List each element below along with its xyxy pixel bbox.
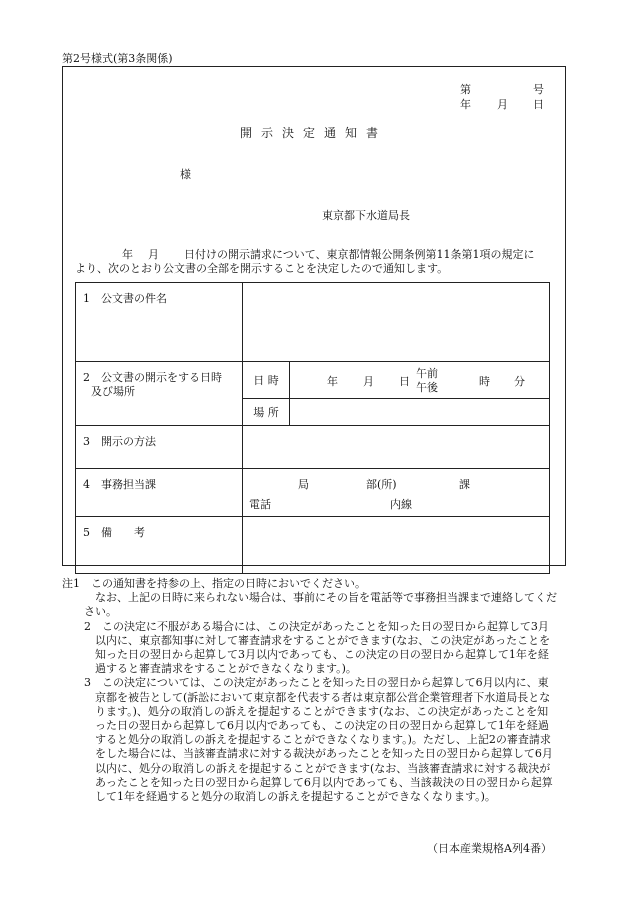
extension-label: 内線 bbox=[390, 498, 412, 511]
number-prefix: 第 bbox=[460, 83, 471, 96]
row1-value bbox=[243, 283, 550, 362]
row3-value bbox=[243, 426, 550, 469]
section-label: 課 bbox=[459, 478, 470, 491]
row-document-name bbox=[76, 283, 550, 362]
row4-label: 4 事務担当課 bbox=[76, 469, 243, 517]
place-label: 場 所 bbox=[243, 399, 290, 426]
number-suffix: 号 bbox=[533, 83, 544, 96]
note-1: 注1 この通知書を持参の上、指定の日時においでください。 bbox=[62, 577, 366, 590]
bureau-label: 局 bbox=[298, 478, 309, 491]
intro-year: 年 bbox=[122, 248, 133, 261]
datetime-value bbox=[290, 362, 550, 399]
date-day: 日 bbox=[533, 98, 544, 111]
date-year: 年 bbox=[460, 98, 471, 111]
row-office bbox=[76, 469, 550, 517]
dt-pm: 午後 bbox=[416, 381, 438, 394]
dt-hour: 時 bbox=[479, 375, 490, 388]
row2-label bbox=[76, 362, 243, 426]
row-method bbox=[76, 426, 550, 469]
addressee-suffix: 様 bbox=[180, 168, 191, 181]
date-month: 月 bbox=[497, 98, 508, 111]
row-remarks bbox=[76, 517, 550, 574]
dt-month: 月 bbox=[363, 375, 374, 388]
disclosure-table bbox=[75, 282, 550, 574]
dt-year: 年 bbox=[327, 375, 338, 388]
row5-value bbox=[243, 517, 550, 574]
dt-minute: 分 bbox=[514, 375, 525, 388]
row2-label-line2: 及び場所 bbox=[91, 385, 135, 398]
note-2: 2 この決定に不服がある場合には、この決定があったことを知った日の翌日から起算して3月以内に、東京都知事に対して審査請求をすることができます(なお、この決定があったことを知った日の翌日から起算して3月以内であっても、この決定の日の翌日から起算して1年を経過すると審査請求をすることができなくなります。)。 bbox=[84, 619, 551, 676]
intro-month: 月 bbox=[148, 248, 159, 261]
datetime-label: 日 時 bbox=[243, 362, 290, 399]
row-datetime bbox=[76, 362, 550, 399]
row2-label-line1: 2 公文書の開示をする日時 bbox=[83, 371, 222, 384]
issuer: 東京都下水道局長 bbox=[322, 209, 410, 222]
place-value bbox=[290, 399, 550, 426]
document-title: 開示決定通知書 bbox=[240, 126, 388, 140]
dt-am: 午前 bbox=[416, 367, 438, 380]
row4-value bbox=[243, 469, 550, 517]
intro-line1: 日付けの開示請求について、東京都情報公開条例第11条第1項の規定に bbox=[184, 248, 535, 261]
row1-label: 1 公文書の件名 bbox=[76, 283, 243, 362]
row3-label: 3 開示の方法 bbox=[76, 426, 243, 469]
notes bbox=[62, 577, 557, 804]
dt-day: 日 bbox=[399, 375, 410, 388]
form-label: 第2号様式(第3条関係) bbox=[62, 52, 173, 65]
note-3: 3 この決定については、この決定があったことを知った日の翌日から起算して6月以内に、東京都を被告として(訴訟において東京都を代表する者は東京都公営企業管理者下水道局長となります。)、処分の取消しの訴えを提起することができます(なお、この決定があったことを知った日の翌日から起算して6月以内であっても、この決定の日の翌日から起算して1年を経過すると処分の取消しの訴えを提起することができなくなります。)。ただし、上記2の審査請求をした場合には、当該審査請求に対する裁決があったことを知った日の翌日から起算して6月以内に、処分の取消しの訴えを提起することができます(なお、当該審査請求に対する裁決があったことを知った日の翌日から起算して6月以内であっても、当該裁決の日の翌日から起算して1年を経過すると処分の取消しの訴えを提起することができなくなります。)。 bbox=[84, 676, 553, 804]
intro-line2: より、次のとおり公文書の全部を開示することを決定したので通知します。 bbox=[75, 262, 449, 275]
note-1-continued: なお、上記の日時に来られない場合は、事前にその旨を電話等で事務担当課まで連絡してください。 bbox=[84, 591, 557, 619]
department-label: 部(所) bbox=[366, 478, 397, 491]
footer-standard: （日本産業規格A列4番） bbox=[427, 842, 552, 855]
phone-label: 電話 bbox=[249, 498, 271, 511]
row5-label: 5 備 考 bbox=[76, 517, 243, 574]
